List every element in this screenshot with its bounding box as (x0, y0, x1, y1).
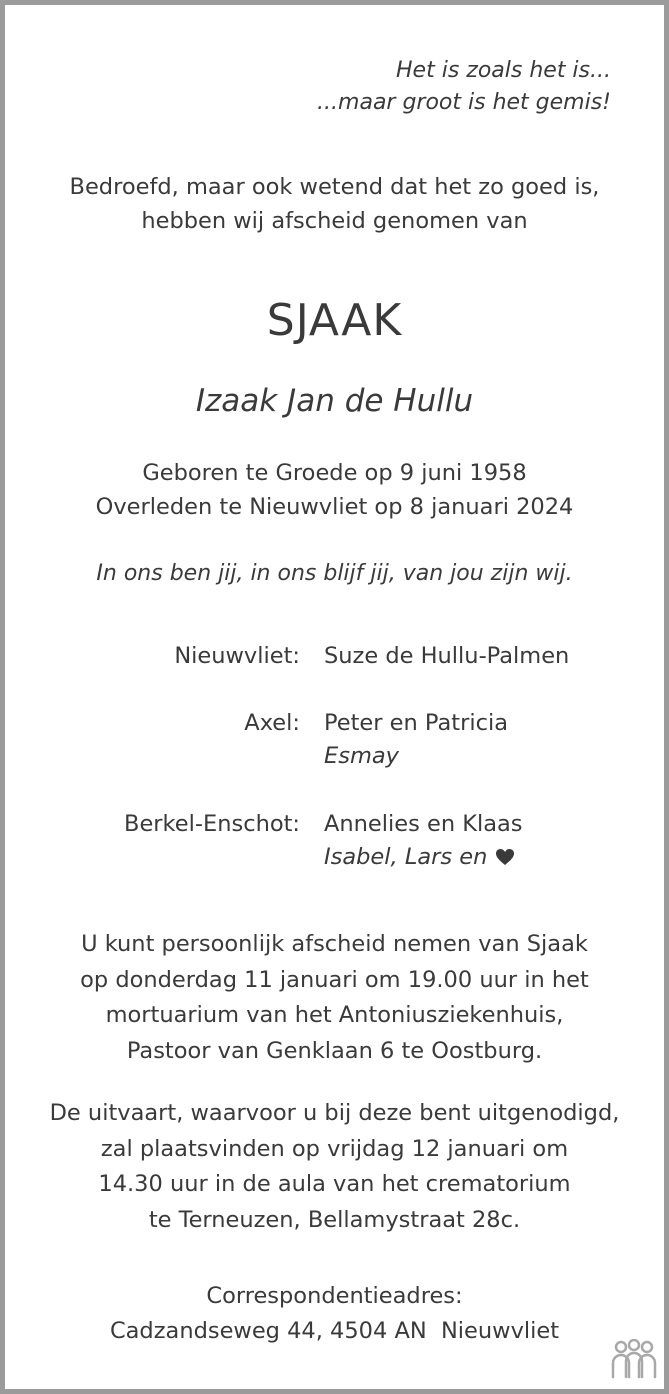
motto (317, 55, 611, 119)
family-names-2-main: Peter en Patricia (324, 710, 509, 736)
family-names-1 (324, 640, 569, 673)
publisher-logo-icon (608, 1339, 660, 1379)
family-names-2 (324, 707, 508, 773)
correspondence-address-line: Cadzandseweg 44, 4504 AN Nieuwvliet (109, 1317, 560, 1344)
birth-line: Geboren te Groede op 9 juni 1958 (142, 460, 527, 486)
family-names-1-main: Suze de Hullu-Palmen (324, 643, 570, 669)
funeral-info (0, 1096, 669, 1238)
motto-line-2: ...maar groot is het gemis! (317, 90, 611, 115)
life-dates (0, 456, 669, 524)
family-place-1: Nieuwvliet: (174, 643, 300, 669)
family-names-3 (324, 808, 523, 874)
visitation-info (0, 927, 669, 1069)
funeral-line-1: De uitvaart, waarvoor u bij deze bent uitgenodigd, (49, 1100, 620, 1126)
funeral-line-3: 14.30 uur in de aula van het crematorium (98, 1171, 571, 1197)
motto-line-1: Het is zoals het is... (396, 58, 611, 83)
funeral-line-4: te Terneuzen, Bellamystraat 28c. (148, 1206, 521, 1233)
visitation-line-3: mortuarium van het Antoniusziekenhuis, (105, 1002, 564, 1028)
memorial-quote: In ons ben jij, in ons blijf jij, van jou zijn wij. (96, 561, 573, 586)
funeral-line-2: zal plaatsvinden op vrijdag 12 januari om (100, 1135, 569, 1162)
family-names-3-sub: Isabel, Lars en (324, 844, 488, 870)
deceased-full-name: Izaak Jan de Hullu (195, 383, 474, 419)
family-place-2: Axel: (244, 710, 300, 736)
family-names-2-sub: Esmay (324, 743, 399, 769)
family-names-3-sub-line (324, 841, 523, 874)
intro-text (0, 170, 669, 238)
intro-line-1: Bedroefd, maar ook wetend dat het zo goed is, (69, 174, 600, 200)
correspondence-label: Correspondentieadres: (206, 1283, 463, 1309)
family-names-3-main: Annelies en Klaas (324, 811, 523, 837)
visitation-line-1: U kunt persoonlijk afscheid nemen van Sjaak (81, 931, 588, 957)
family-place-3: Berkel-Enschot: (124, 811, 300, 837)
death-line: Overleden te Nieuwvliet op 8 januari 2024 (95, 494, 574, 520)
visitation-line-2: op donderdag 11 januari om 19.00 uur in het (80, 966, 589, 993)
correspondence-address (0, 1279, 669, 1348)
visitation-line-4: Pastoor van Genklaan 6 te Oostburg. (126, 1037, 543, 1064)
deceased-nickname: SJAAK (266, 295, 403, 346)
intro-line-2: hebben wij afscheid genomen van (141, 208, 528, 234)
heart-icon (495, 841, 515, 874)
